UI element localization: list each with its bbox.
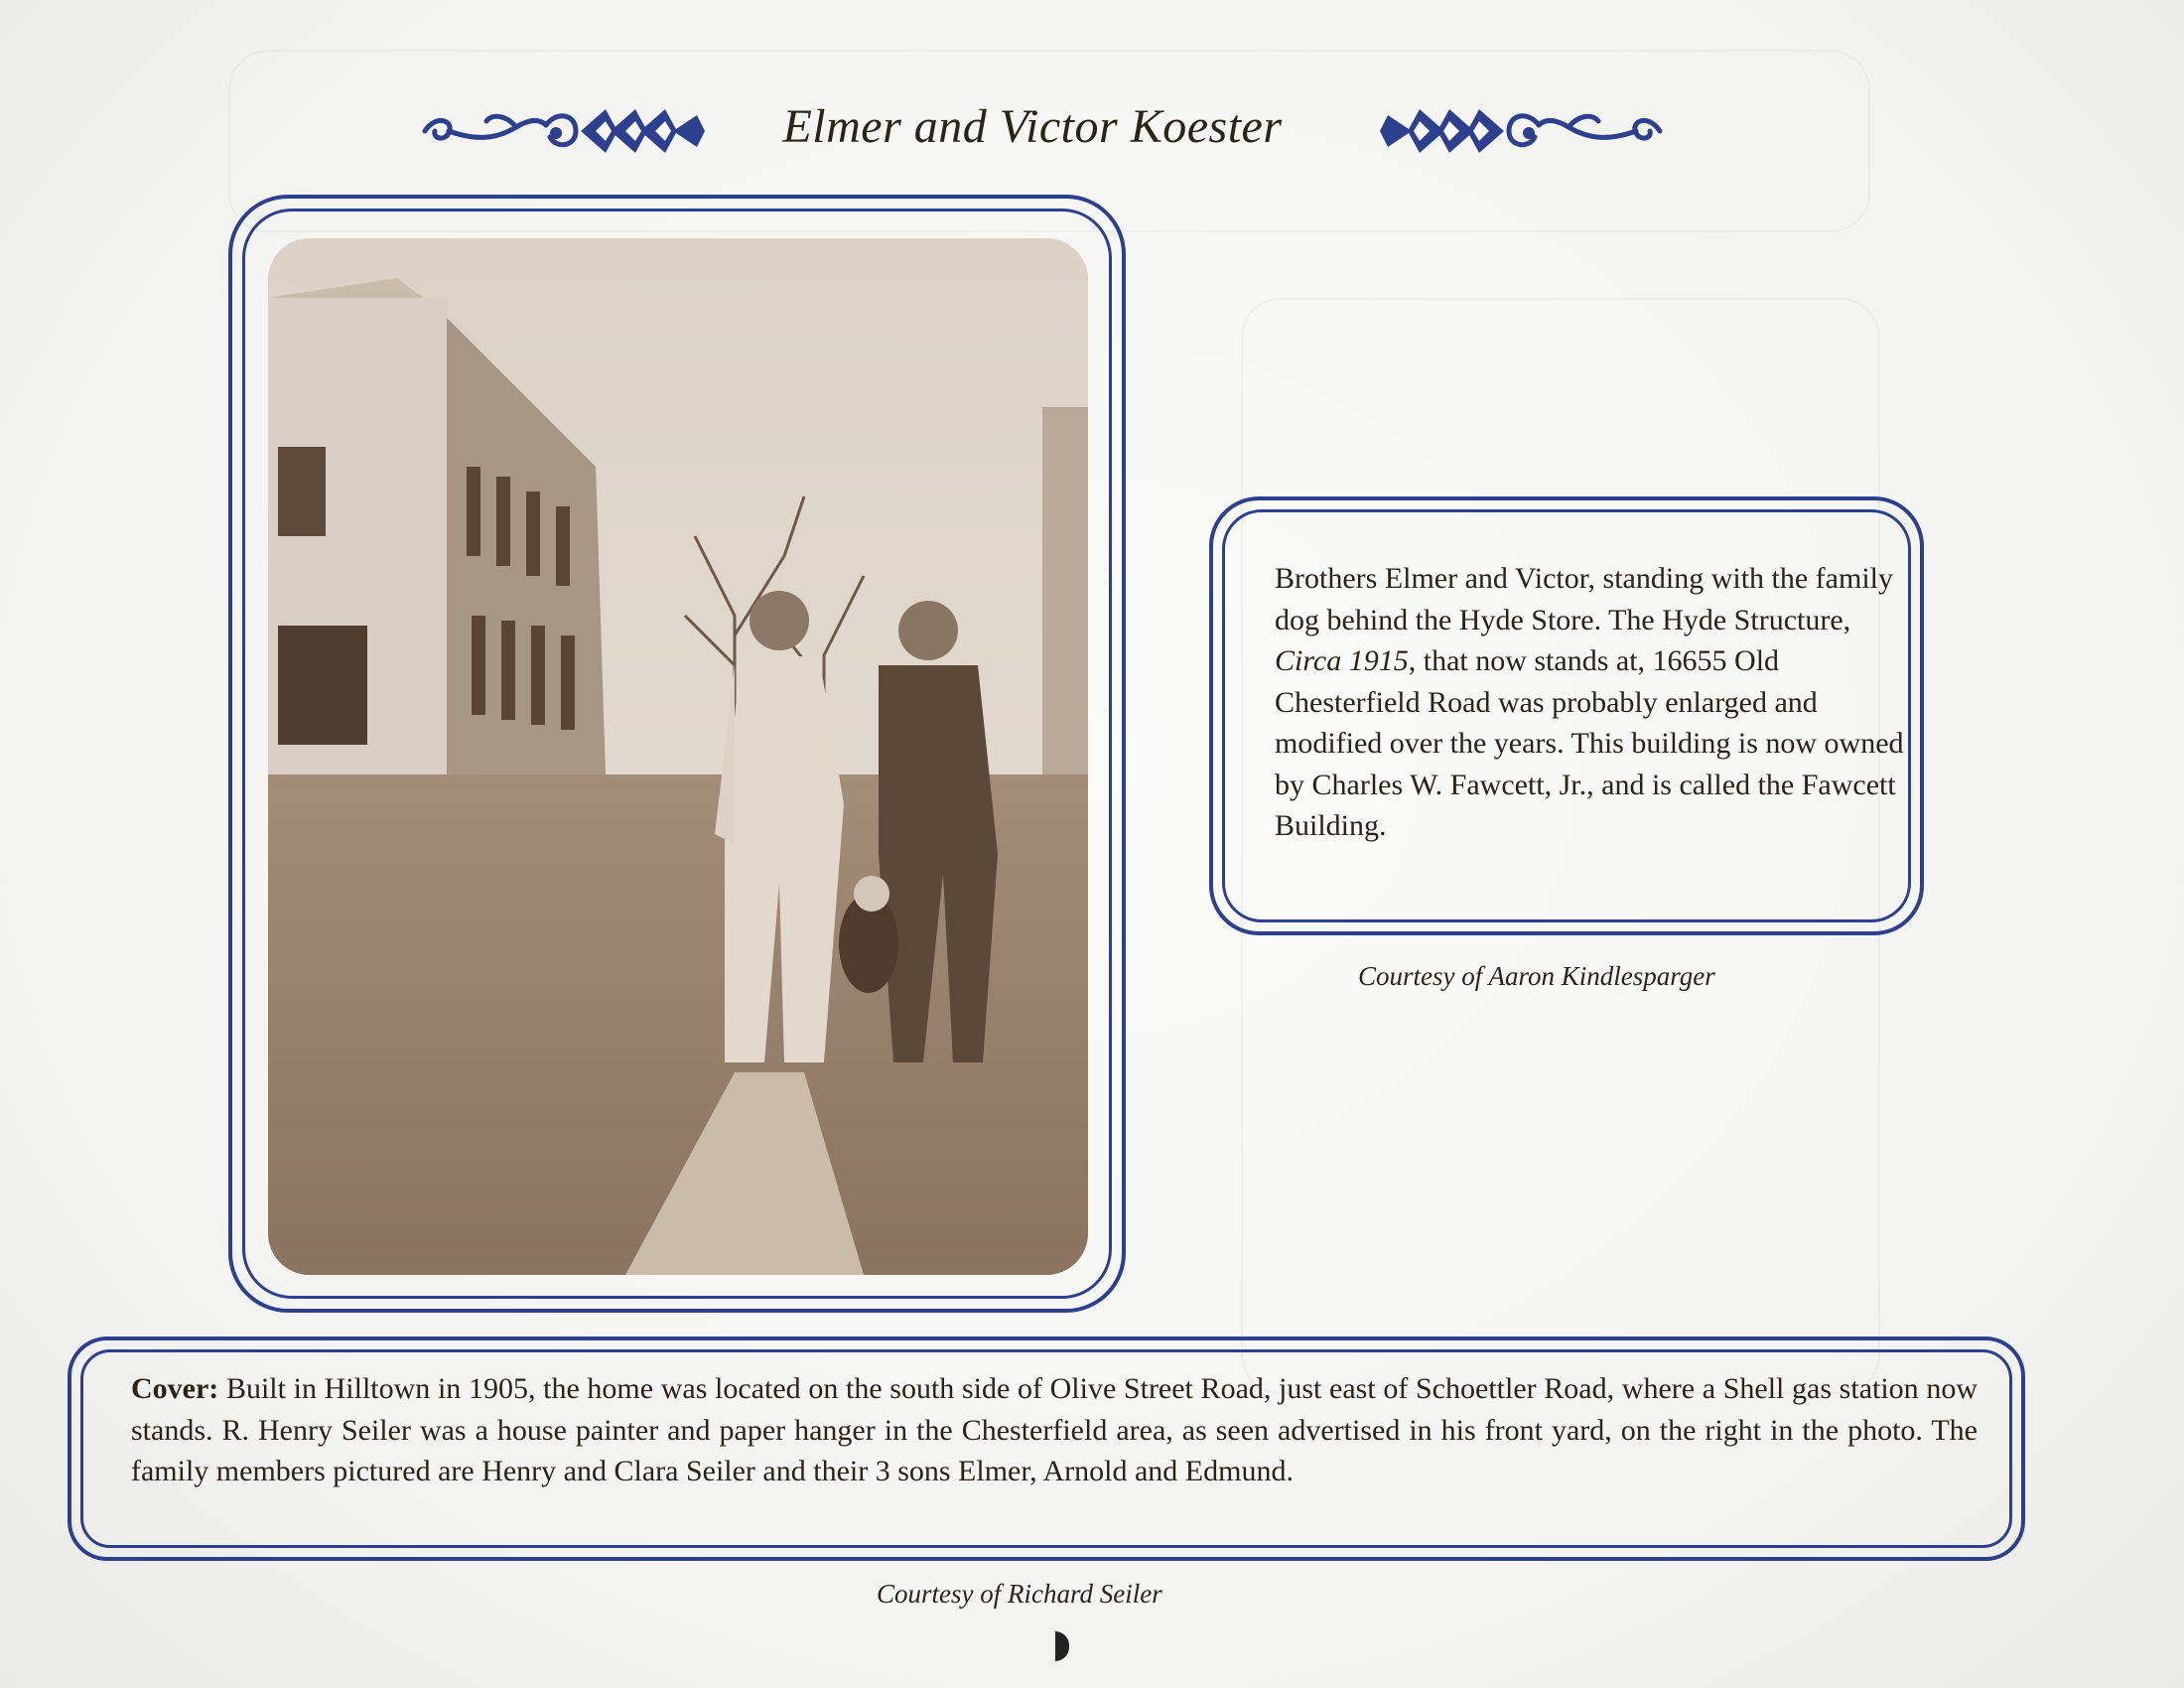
title-row — [0, 91, 2184, 171]
right-flourish-ornament-icon — [1360, 91, 1678, 171]
caption-circa: Circa 1915 — [1275, 644, 1409, 677]
caption-text-part2: , that now stands at, 16655 Old Chesterfield Road was probably enlarged and modified over the years. This building is now owned by Charles W. Fawcett, Jr., and is called the Fawcett Building. — [1275, 644, 1904, 842]
cover-note — [131, 1368, 1978, 1492]
historic-photo — [268, 238, 1088, 1275]
caption-text-part1: Brothers Elmer and Victor, standing with the family dog behind the Hyde Store. The Hyde Structure, — [1275, 562, 1893, 636]
cover-body: Built in Hilltown in 1905, the home was located on the south side of Olive Street Road, just east of Schoettler Road, where a Shell gas station now stands. R. Henry Seiler was a house painter and paper hanger in the Chesterfield area, as seen advertised in his front yard, on the right in the photo. The family members pictured are Henry and Clara Seiler and their 3 sons Elmer, Arnold and Edmund. — [131, 1372, 1978, 1487]
photograph-two-boys-and-dog-icon — [268, 238, 1088, 1275]
cover-credit: Courtesy of Richard Seiler — [877, 1579, 1162, 1609]
page-title: Elmer and Victor Koester — [782, 100, 1283, 153]
photo-caption — [1275, 558, 1910, 847]
caption-credit: Courtesy of Aaron Kindlesparger — [1358, 961, 1715, 991]
cover-lead: Cover: — [131, 1372, 219, 1405]
